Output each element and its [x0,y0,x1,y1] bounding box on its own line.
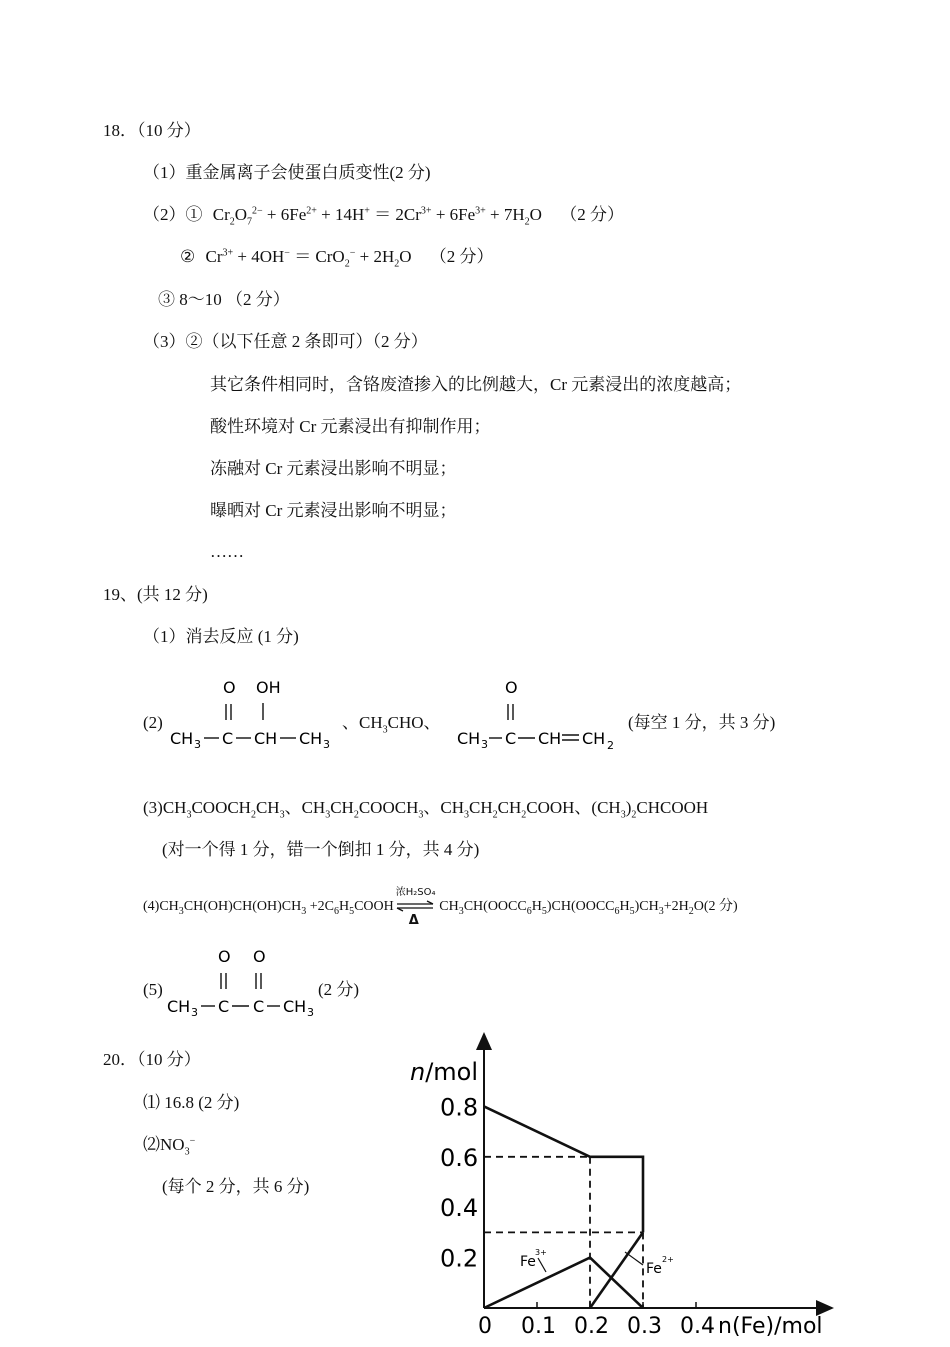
svg-text:2: 2 [607,739,614,752]
svg-text:CH: CH [538,729,562,748]
q20-part2: $⑵NO_3^-$ [143,1135,196,1158]
svg-text:CH: CH [457,729,481,748]
y-axis-label: n/mol [410,1058,479,1086]
svg-text:C: C [505,729,517,748]
svg-text:O: O [505,678,518,697]
svg-text:O: O [223,678,236,697]
svg-text:CH: CH [167,997,191,1016]
q19-heading: 19、(共 12 分) [103,585,208,604]
x-tick-label: 0.1 [521,1314,556,1339]
q18-part3: （3）②（以下任意 2 条即可）（2 分） [143,332,428,351]
q18-item-2: 酸性环境对 Cr 元素浸出有抑制作用； [210,417,491,436]
q19-part2-score: (每空 1 分，共 3 分) [628,713,776,732]
q19-part5-score: (2 分) [318,980,360,999]
condition-catalyst: 浓H₂SO₄ [395,886,436,898]
svg-text:CH: CH [582,729,606,748]
q18-part2-eq1: （2）① $Cr_2O_7^{2-} + 6Fe^{2+} + 14H^+ = 2Cr^{3+} + 6Fe^{3+} + 7H_2O$ （2 分） [143,205,624,228]
q19-part4-reaction: $(4)CH_3CH(OH)CH(OH)CH_3$ $+2C_6H_5COOH$ 浓H₂SO₄ Δ $CH_3CH(OOCC_6H_5)CH(OOCC_6H_5)CH_3+2H_2O(2$ 分) [143,896,738,918]
x-axis-label: n(Fe)/mol [718,1314,823,1339]
q18-item-1: 其它条件相同时，含铬废渣掺入的比例越大，Cr 元素浸出的浓度越高； [210,375,742,394]
svg-text:CH: CH [283,997,307,1016]
y-tick-label: 0.8 [440,1093,479,1122]
svg-text:CH: CH [299,729,323,748]
iron-moles-chart [400,1030,850,1347]
y-tick-label: 0.6 [440,1143,479,1172]
series-line-1 [484,1106,643,1232]
svg-text:CH: CH [254,729,278,748]
condition-heat: Δ [408,912,419,928]
q20-heading: 20．（10 分） [103,1050,201,1069]
equilibrium-arrow [394,886,436,928]
svg-text:O: O [218,947,231,966]
svg-text:2+: 2+ [662,1255,674,1264]
label-fe3 [520,1248,547,1272]
q19-part2-middle: 、$CH_3CHO$、 [342,713,441,736]
q20-part3: (每个 2 分，共 6 分) [162,1177,310,1196]
q18-item-5: …… [210,542,244,561]
q18-heading: 18．（10 分） [103,121,201,140]
label-fe2 [625,1252,674,1277]
svg-text:O: O [253,947,266,966]
y-tick-label: 0.2 [440,1244,479,1273]
svg-text:3: 3 [307,1006,314,1019]
q19-part5-label: (5) [143,980,163,999]
structure-hydroxy-ketone [168,674,340,759]
q18-item-3: 冻融对 Cr 元素浸出影响不明显； [210,459,457,478]
svg-text:3: 3 [194,738,201,751]
eq1-prefix: （2）① [143,205,203,224]
q18-item-4: 曝晒对 Cr 元素浸出影响不明显； [210,501,457,520]
svg-text:CH: CH [170,729,194,748]
series-line-3 [590,1232,643,1308]
x-tick-label: 0 [478,1314,492,1339]
q19-part3-isomers: $(3)CH_3COOCH_2CH_3$、$CH_3CH_2COOCH_3$、$CH_3CH_2CH_2COOH$、$(CH_3)_2CHCOOH$ [143,798,709,821]
structure-vinyl-ketone [455,674,627,759]
structure-diketone [165,942,320,1025]
x-tick-label: 0.4 [680,1314,715,1339]
eq2-score: （2 分） [429,247,494,266]
q19-part3-note: (对一个得 1 分，错一个倒扣 1 分，共 4 分) [162,840,480,859]
q18-part2-c: ③ 8～10 （2 分） [158,290,290,309]
svg-text:Fe: Fe [646,1261,662,1277]
svg-text:3: 3 [191,1006,198,1019]
svg-text:3+: 3+ [535,1248,547,1257]
svg-text:3: 3 [481,738,488,751]
x-tick-label: 0.3 [627,1314,662,1339]
q19-part1: （1）消去反应 (1 分) [143,627,299,646]
x-tick-label: 0.2 [574,1314,609,1339]
svg-text:C: C [222,729,234,748]
q18-part2-eq2: ② $Cr^{3+} + 4OH^- = CrO_2^- + 2H_2O$ （2 分） [180,247,494,270]
svg-text:C: C [253,997,265,1016]
svg-text:3: 3 [323,738,330,751]
y-tick-label: 0.4 [440,1194,479,1223]
svg-text:OH: OH [256,678,281,697]
eq2-prefix: ② [180,247,196,266]
svg-text:Fe: Fe [520,1254,536,1270]
svg-text:C: C [218,997,230,1016]
q18-part1: （1）重金属离子会使蛋白质变性(2 分) [143,163,431,182]
q20-part1: ⑴ 16.8 (2 分) [143,1093,240,1112]
eq1-score: （2 分） [560,205,624,224]
q19-part2-label: (2) [143,713,163,732]
